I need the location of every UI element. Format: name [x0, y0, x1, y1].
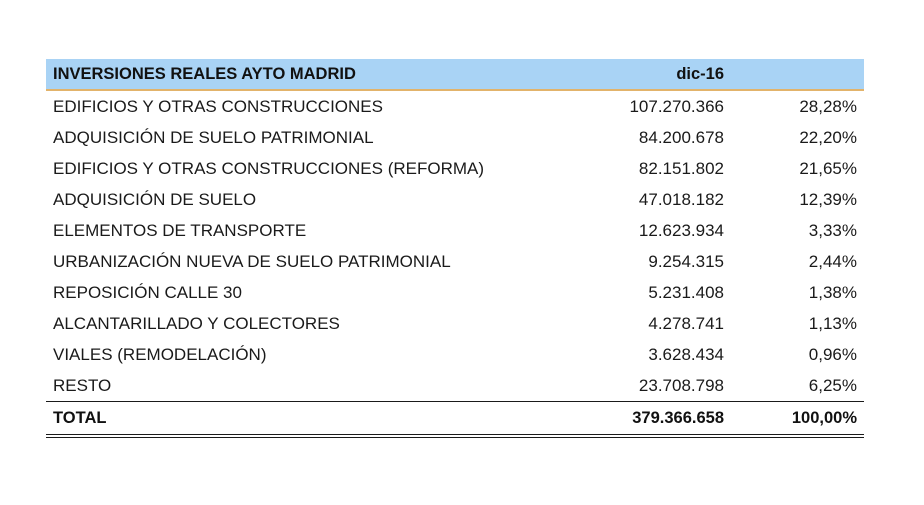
table-row	[46, 153, 864, 184]
percent-header	[726, 59, 864, 90]
row-percent: 6,25%	[808, 375, 857, 395]
row-value: 5.231.408	[648, 282, 724, 302]
table-row	[46, 308, 864, 339]
row-value: 107.270.366	[629, 96, 724, 116]
row-percent: 12,39%	[799, 189, 857, 209]
row-percent: 2,44%	[808, 251, 857, 271]
total-value: 379.366.658	[586, 402, 726, 437]
row-name: EDIFICIOS Y OTRAS CONSTRUCCIONES (REFORMA)	[53, 158, 485, 178]
total-percent: 100,00%	[726, 402, 864, 437]
row-name: ELEMENTOS DE TRANSPORTE	[53, 220, 307, 240]
row-value: 82.151.802	[638, 158, 724, 178]
investment-table-container	[46, 59, 864, 438]
row-percent: 28,28%	[799, 96, 857, 116]
row-value: 23.708.798	[638, 375, 724, 395]
table-row	[46, 339, 864, 370]
investment-table	[46, 59, 864, 438]
row-value: 4.278.741	[648, 313, 724, 333]
total-row	[46, 402, 864, 437]
table-row	[46, 184, 864, 215]
row-value: 12.623.934	[638, 220, 724, 240]
row-percent: 1,38%	[808, 282, 857, 302]
table-title: INVERSIONES REALES AYTO MADRID	[46, 59, 586, 90]
row-value: 9.254.315	[648, 251, 724, 271]
row-name: ADQUISICIÓN DE SUELO	[53, 189, 257, 209]
table-row	[46, 215, 864, 246]
row-name: VIALES (REMODELACIÓN)	[53, 344, 267, 364]
total-label: TOTAL	[46, 402, 586, 437]
row-percent: 22,20%	[799, 127, 857, 147]
row-name: REPOSICIÓN CALLE 30	[53, 282, 242, 302]
table-row	[46, 122, 864, 153]
row-name: ALCANTARILLADO Y COLECTORES	[53, 313, 340, 333]
row-value: 3.628.434	[648, 344, 724, 364]
table-row	[46, 246, 864, 277]
table-row	[46, 370, 864, 402]
row-percent: 0,96%	[808, 344, 857, 364]
row-percent: 21,65%	[799, 158, 857, 178]
period-header: dic-16	[586, 59, 726, 90]
row-name: URBANIZACIÓN NUEVA DE SUELO PATRIMONIAL	[53, 251, 451, 271]
table-footer	[46, 402, 864, 437]
row-percent: 1,13%	[808, 313, 857, 333]
row-name: RESTO	[53, 375, 112, 395]
table-body	[46, 90, 864, 402]
table-row	[46, 277, 864, 308]
row-value: 84.200.678	[638, 127, 724, 147]
table-header	[46, 59, 864, 90]
header-row	[46, 59, 864, 90]
row-name: ADQUISICIÓN DE SUELO PATRIMONIAL	[53, 127, 374, 147]
table-row	[46, 90, 864, 122]
row-value: 47.018.182	[638, 189, 724, 209]
row-percent: 3,33%	[808, 220, 857, 240]
row-name: EDIFICIOS Y OTRAS CONSTRUCCIONES	[53, 96, 383, 116]
